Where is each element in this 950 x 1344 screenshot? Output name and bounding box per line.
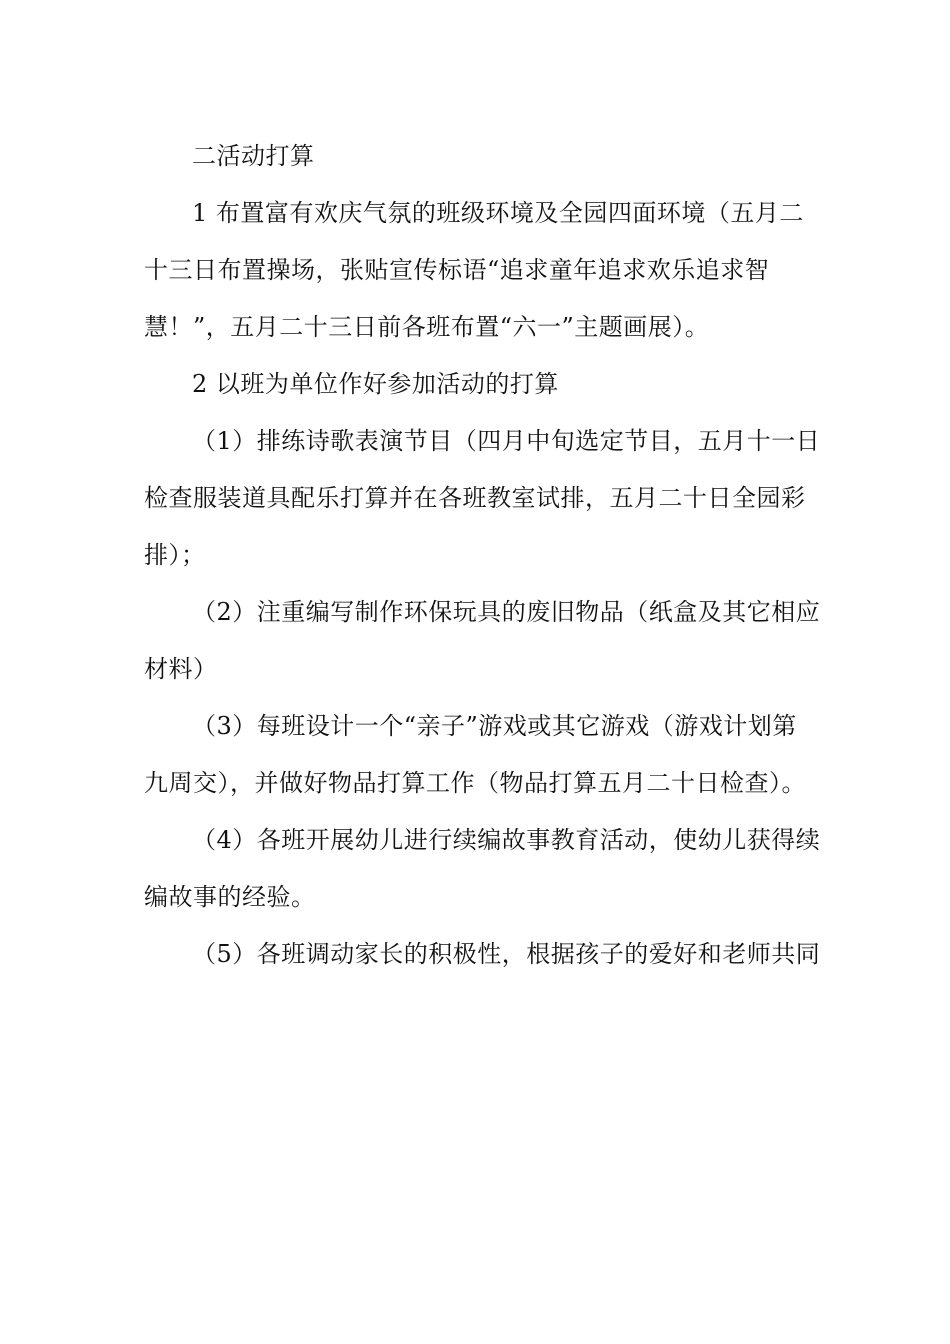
text-line: （4）各班开展幼儿进行续编故事教育活动，使幼儿获得续 — [192, 826, 821, 854]
text-line: 1 布置富有欢庆气氛的班级环境及全园四面环境（五月二 — [192, 199, 804, 227]
paragraph-sub-5 — [144, 926, 821, 983]
paragraph-sub-2 — [144, 584, 821, 698]
section-heading — [144, 128, 808, 185]
text-line: 检查服装道具配乐打算并在各班教室试排，五月二十日全园彩 — [144, 484, 806, 512]
text-line: 材料） — [144, 655, 218, 683]
text-line: 十三日布置操场，张贴宣传标语“追求童年追求欢乐追求智 — [144, 256, 770, 284]
text-line: 慧！”，五月二十三日前各班布置“六一”主题画展）。 — [144, 313, 710, 341]
paragraph-item-1 — [144, 185, 808, 356]
text-line: 2 以班为单位作好参加活动的打算 — [192, 370, 559, 398]
text-line: 排）； — [144, 541, 206, 569]
text-line: （1）排练诗歌表演节目（四月中旬选定节目，五月十一日 — [192, 427, 821, 455]
text-line: （3）每班设计一个“亲子”游戏或其它游戏（游戏计划第 — [192, 712, 797, 740]
text-line: 二活动打算 — [192, 142, 315, 170]
text-line: 编故事的经验。 — [144, 883, 316, 911]
text-line: （5）各班调动家长的积极性，根据孩子的爱好和老师共同 — [192, 940, 821, 968]
paragraph-sub-4 — [144, 812, 821, 926]
paragraph-sub-1 — [144, 413, 821, 584]
paragraph-sub-3 — [144, 698, 808, 812]
text-line: 九周交），并做好物品打算工作（物品打算五月二十日检查）。 — [144, 769, 806, 797]
paragraph-item-2 — [144, 356, 808, 413]
text-line: （2）注重编写制作环保玩具的废旧物品（纸盒及其它相应 — [192, 598, 821, 626]
document-body — [144, 128, 821, 983]
